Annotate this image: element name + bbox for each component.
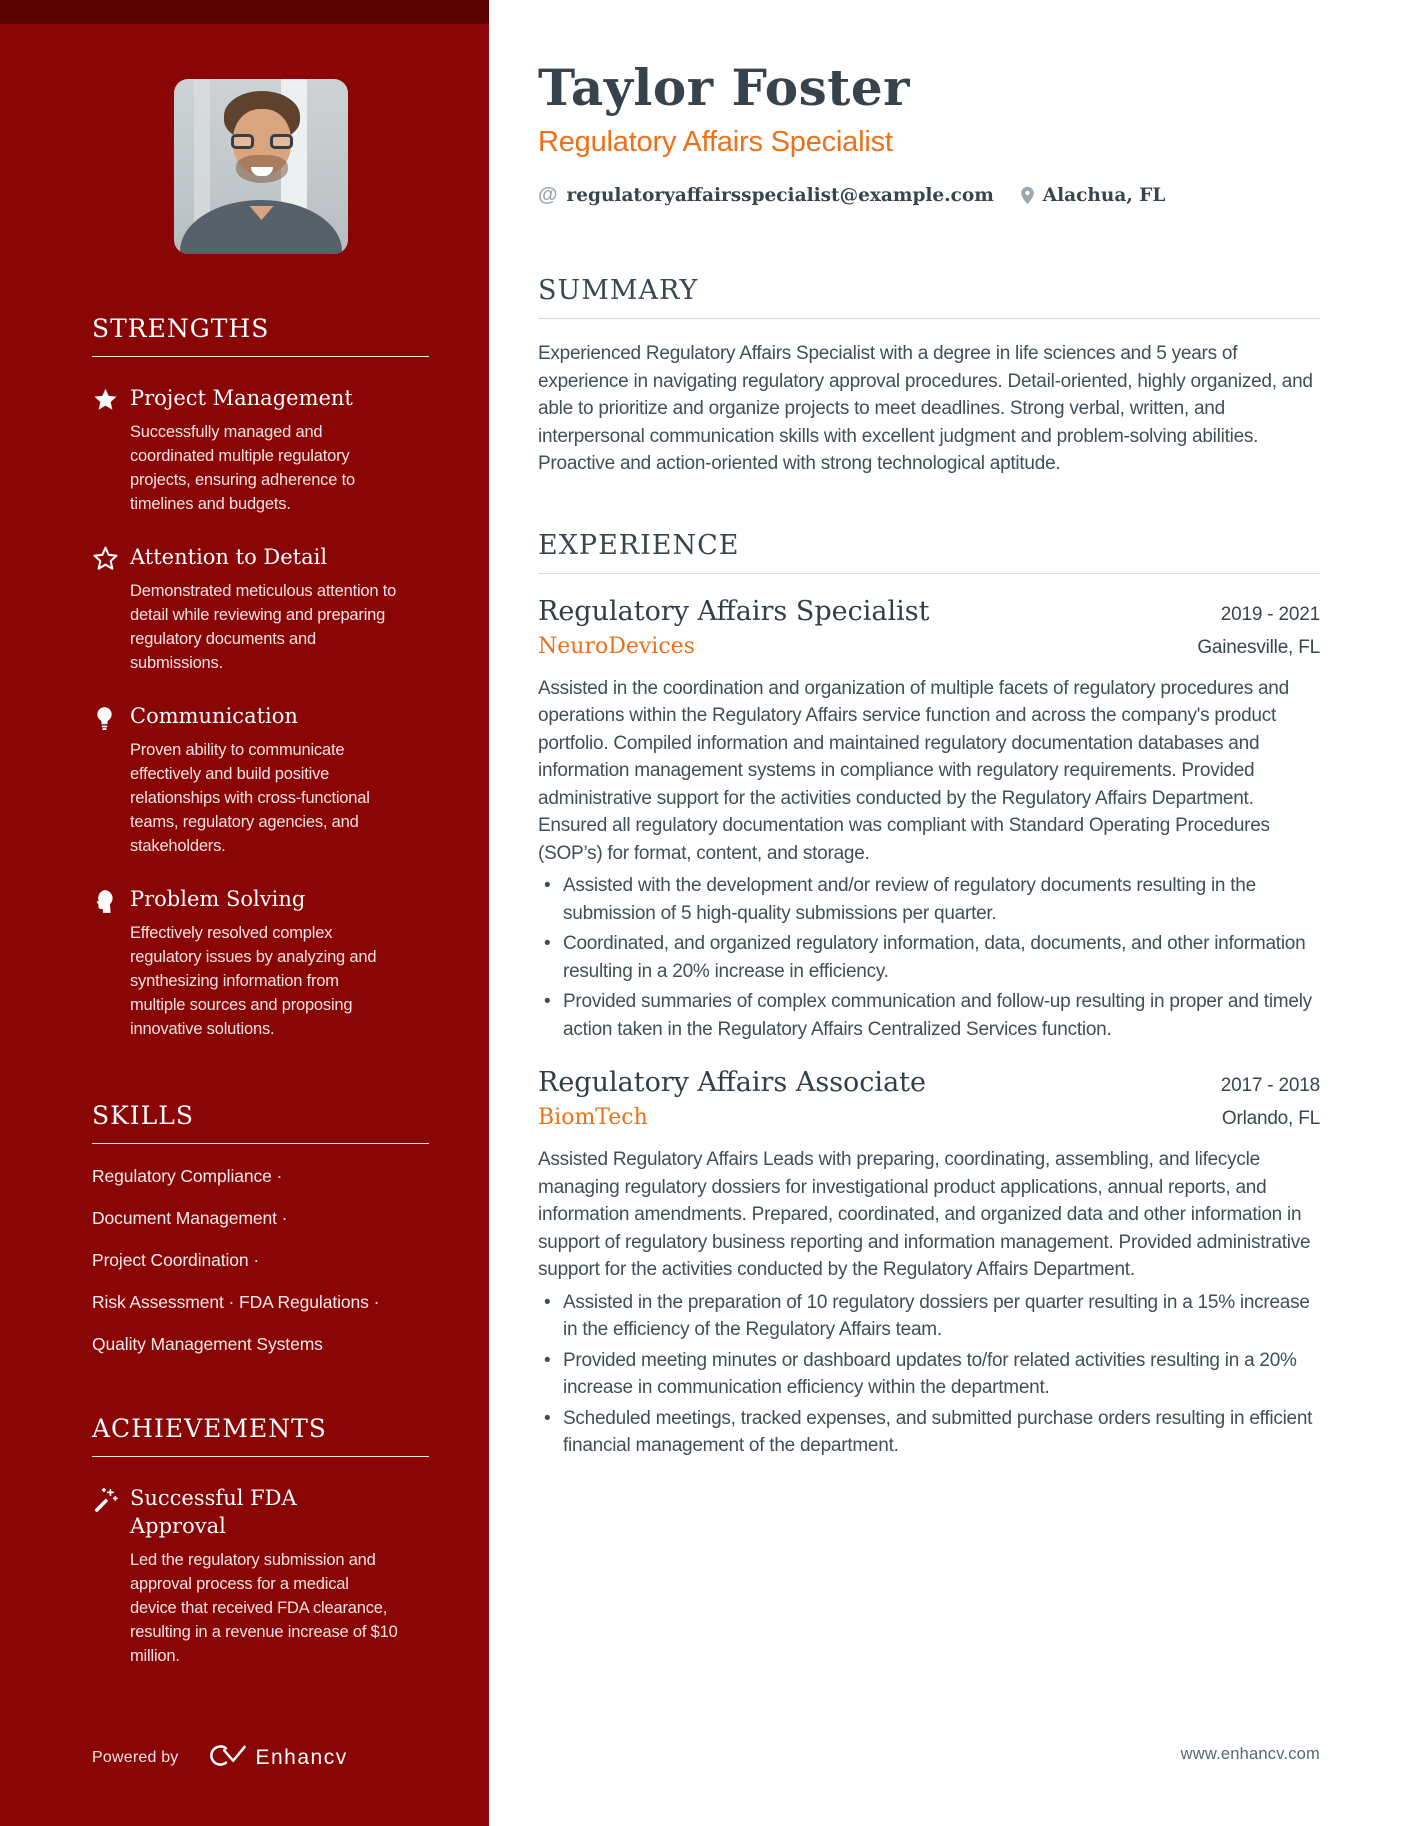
company-name: BiomTech xyxy=(538,1105,648,1130)
bullet-item: • Coordinated, and organized regulatory information, data, documents, and other information resulting in a 20% increase in efficiency. xyxy=(538,930,1320,985)
star-outline-icon xyxy=(92,546,130,573)
achievements-heading: ACHIEVEMENTS xyxy=(92,1414,327,1443)
experience-divider xyxy=(538,573,1320,574)
achievement-item xyxy=(92,1484,429,1668)
enhancv-logo-icon xyxy=(205,1742,247,1774)
candidate-job-title: Regulatory Affairs Specialist xyxy=(538,126,893,158)
achievement-desc: Led the regulatory submission and approval process for a medical device that received FDA clearance, resulting in a revenue increase of $10 million. xyxy=(130,1551,398,1665)
strength-desc: Effectively resolved complex regulatory issues by analyzing and synthesizing information from multiple sources and proposing innovative solutions. xyxy=(130,924,377,1038)
skills-divider xyxy=(92,1143,429,1144)
enhancv-brand-name: Enhancv xyxy=(255,1746,348,1769)
profile-photo xyxy=(174,79,348,254)
powered-by-label: Powered by xyxy=(92,1749,179,1766)
strength-item xyxy=(92,702,429,858)
skill-item: Quality Management Systems xyxy=(92,1334,323,1354)
enhancv-logo xyxy=(205,1742,348,1774)
main-column xyxy=(489,0,1410,1826)
strength-desc: Proven ability to communicate effectively and build positive relationships with cross-functional teams, regulatory agencies, and stakeholders. xyxy=(130,741,370,855)
strength-title: Problem Solving xyxy=(130,887,306,911)
skills-section xyxy=(92,1041,429,1354)
skills-heading: SKILLS xyxy=(92,1101,195,1130)
lightbulb-icon xyxy=(92,705,130,732)
strength-desc: Successfully managed and coordinated multiple regulatory projects, ensuring adherence to timelines and budgets. xyxy=(130,423,355,513)
summary-text: Experienced Regulatory Affairs Specialist with a degree in life sciences and 5 years of experience in navigating regulatory approval procedures. Detail-oriented, highly organized, and able to prioritize and organize projects to meet deadlines. Strong verbal, written, and interpersonal communication skills with excellent judgment and problem-solving abilities. Proactive and action-oriented with strong technological aptitude. xyxy=(538,343,1313,474)
enhancv-site-url[interactable]: www.enhancv.com xyxy=(1180,1745,1320,1763)
strength-item xyxy=(92,885,429,1041)
strengths-heading: STRENGTHS xyxy=(92,314,270,343)
email-link[interactable]: regulatoryaffairsspecialist@example.com xyxy=(566,185,994,206)
skill-item: Regulatory Compliance · xyxy=(92,1166,283,1186)
job-location: Orlando, FL xyxy=(1221,1108,1320,1129)
at-icon: @ xyxy=(538,184,558,206)
company-name: NeuroDevices xyxy=(538,633,695,659)
ribbon-star-icon xyxy=(92,387,130,414)
job-title: Regulatory Affairs Associate xyxy=(538,1067,926,1098)
sidebar xyxy=(0,0,489,1826)
location-text: Alachua, FL xyxy=(1042,185,1166,206)
location-pin-icon xyxy=(1020,186,1035,205)
summary-divider xyxy=(538,318,1320,319)
strength-item xyxy=(92,543,429,675)
job-bullets xyxy=(538,872,1320,1043)
job-title: Regulatory Affairs Specialist xyxy=(538,595,930,627)
job-location: Gainesville, FL xyxy=(1197,636,1320,658)
strength-desc: Demonstrated meticulous attention to detail while reviewing and preparing regulatory documents and submissions. xyxy=(130,582,397,672)
bullet-item: • Scheduled meetings, tracked expenses, and submitted purchase orders resulting in efficient financial management of the department. xyxy=(538,1405,1320,1460)
skill-item: Risk Assessment · FDA Regulations · xyxy=(92,1292,380,1312)
strength-title: Project Management xyxy=(130,386,353,410)
bullet-item: • Assisted with the development and/or review of regulatory documents resulting in the submission of 5 high-quality submissions per quarter. xyxy=(538,872,1320,927)
strengths-divider xyxy=(92,356,429,357)
job-bullets xyxy=(538,1289,1320,1460)
candidate-name: Taylor Foster xyxy=(538,58,910,117)
summary-heading: SUMMARY xyxy=(538,275,699,306)
job-description: Assisted in the coordination and organization of multiple facets of regulatory procedures and operations within the Regulatory Affairs service function and across the company's product portfolio. Compiled information and maintained regulatory documentation databases and information management systems in compliance with regulatory requirements. Provided administrative support for the activities conducted by the Regulatory Affairs Department. Ensured all regulatory documentation was compliant with Standard Operating Procedures (SOP’s) for format, content, and storage. xyxy=(538,677,1289,864)
bullet-item: • Provided summaries of complex communication and follow-up resulting in proper and timely action taken in the Regulatory Affairs Centralized Services function. xyxy=(538,988,1320,1043)
job-dates: 2017 - 2018 xyxy=(1220,1075,1320,1096)
achievement-title: Successful FDA Approval xyxy=(130,1486,297,1538)
experience-entry xyxy=(538,596,1320,1044)
head-icon xyxy=(92,888,130,915)
contact-row xyxy=(538,184,1320,207)
bullet-item: • Assisted in the preparation of 10 regulatory dossiers per quarter resulting in a 15% increase in the efficiency of the Regulatory Affairs team. xyxy=(538,1289,1320,1344)
achievements-divider xyxy=(92,1456,429,1457)
job-description: Assisted Regulatory Affairs Leads with preparing, coordinating, assembling, and lifecycle managing regulatory dossiers for investigational product applications, annual reports, and information amendments. Prepared, coordinated, and organized data and other information in support of regulatory business reporting and information management. Provided administrative support for the activities conducted by the Regulatory Affairs Department. xyxy=(538,1149,1311,1280)
strength-title: Communication xyxy=(130,704,298,728)
experience-entry xyxy=(538,1067,1320,1460)
sidebar-top-band xyxy=(0,0,489,24)
strength-item xyxy=(92,384,429,516)
magic-wand-icon xyxy=(92,1487,130,1513)
bullet-item: • Provided meeting minutes or dashboard updates to/for related activities resulting in a 20% increase in communication efficiency within the department. xyxy=(538,1347,1320,1402)
skill-item: Document Management · xyxy=(92,1208,288,1228)
experience-heading: EXPERIENCE xyxy=(538,529,740,561)
skill-item: Project Coordination · xyxy=(92,1250,260,1270)
strength-title: Attention to Detail xyxy=(130,545,328,569)
powered-by-footer[interactable] xyxy=(92,1742,429,1774)
job-dates: 2019 - 2021 xyxy=(1220,603,1320,625)
